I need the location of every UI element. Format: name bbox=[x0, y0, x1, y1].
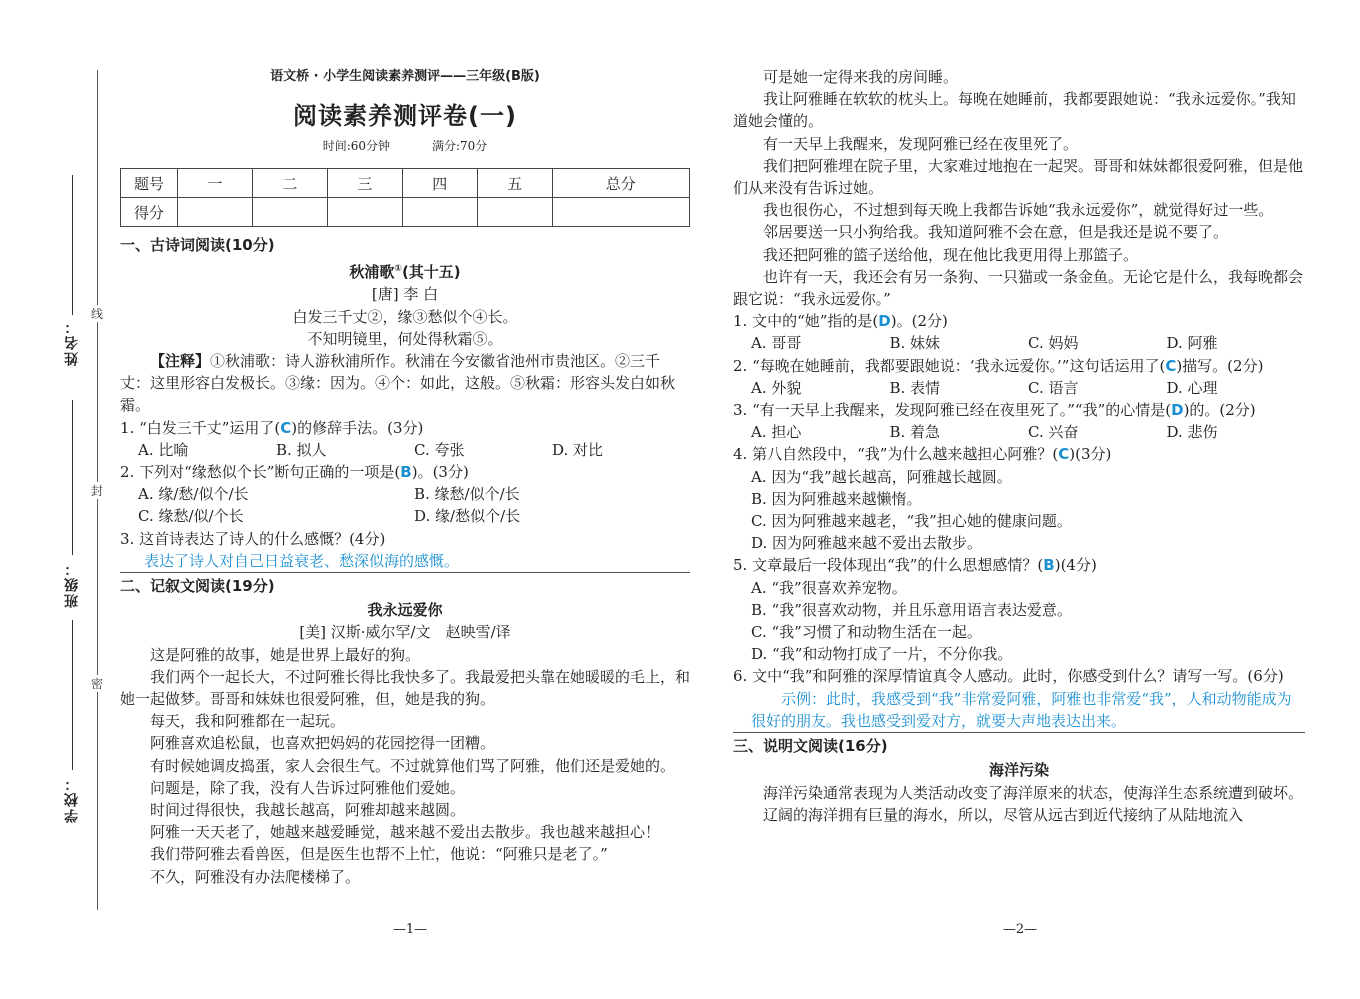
option: C. 因为阿雅越来越老，“我”担心她的健康问题。 bbox=[751, 512, 1072, 531]
s2-q3-options bbox=[733, 421, 1305, 443]
option: D. 阿雅 bbox=[1166, 334, 1218, 353]
s1-question-3: 3. 这首诗表达了诗人的什么感慨？(4分) bbox=[120, 529, 386, 548]
table-cell: 一 bbox=[178, 169, 253, 198]
story-paragraph: 我们两个一起长大，不过阿雅长得比我快多了。我最爱把头靠在她暖暖的毛上，和她一起做梦。哥哥和妹妹也很爱阿雅，但，她是我的狗。 bbox=[120, 667, 691, 709]
option: D. “我”和动物打成了一片，不分你我。 bbox=[751, 645, 1013, 664]
s2-question-1: 1. 文中的“她”指的是(D)。(2分) bbox=[733, 312, 948, 331]
poem-line-2: 不知明镜里，何处得秋霜⑤。 bbox=[307, 329, 503, 348]
story-paragraph: 阿雅喜欢追松鼠，也喜欢把妈妈的花园挖得一团糟。 bbox=[150, 734, 496, 753]
story-paragraph: 我让阿雅睡在软软的枕头上。每晚在她睡前，我都要跟她说：“我永远爱你。”我知道她会懂的。 bbox=[733, 90, 1296, 131]
article-paragraph: 海洋污染通常表现为人类活动改变了海洋原来的状态，使海洋生态系统遭到破坏。 bbox=[763, 783, 1304, 802]
option: C. 夸张 bbox=[414, 440, 465, 459]
name-label: 姓名： bbox=[64, 318, 80, 366]
seam-char-secret: 密 bbox=[91, 677, 104, 691]
page-title: 阅读素养测评卷(一) bbox=[293, 102, 517, 130]
score-cell[interactable] bbox=[552, 198, 689, 227]
story-paragraph: 邻居要送一只小狗给我。我知道阿雅不会在意，但是我还是说不要了。 bbox=[763, 223, 1229, 242]
score-table-score-row bbox=[121, 198, 690, 227]
table-cell: 三 bbox=[327, 169, 402, 198]
time-limit: 时间:60分钟 bbox=[322, 139, 391, 153]
story-paragraph: 我也很伤心，不过想到每天晚上我都告诉她“我永远爱你”，就觉得好过一些。 bbox=[763, 201, 1274, 220]
option: D. 因为阿雅越来越不爱出去散步。 bbox=[751, 534, 983, 553]
s1-q2-options-row1 bbox=[120, 483, 690, 505]
s1-q3-answer: 表达了诗人对自己日益衰老、愁深似海的感慨。 bbox=[120, 550, 690, 573]
table-cell: 五 bbox=[477, 169, 552, 198]
school-blank bbox=[72, 620, 73, 770]
s2-question-6: 6. 文中“我”和阿雅的深厚情谊真令人感动。此时，你感受到什么？请写一写。(6分) bbox=[733, 667, 1284, 686]
poem-author: [唐] 李 白 bbox=[371, 285, 439, 304]
option: C. 语言 bbox=[1028, 378, 1079, 397]
table-cell: 题号 bbox=[121, 169, 178, 198]
seam-char-seal: 封 bbox=[91, 484, 104, 498]
exam-info bbox=[120, 137, 690, 154]
option: A. 缘/愁/似个/长 bbox=[138, 485, 249, 504]
s1-q1-options bbox=[120, 439, 690, 461]
story-paragraph: 我们把阿雅埋在院子里，大家难过地抱在一起哭。哥哥和妹妹都很爱阿雅，但是他们从来没有告诉过她。 bbox=[733, 156, 1304, 198]
s1-question-1: 1. “白发三千丈”运用了(C)的修辞手法。(3分) bbox=[120, 418, 424, 437]
option: B. “我”很喜欢动物，并且乐意用语言表达爱意。 bbox=[751, 600, 1072, 619]
option: A. 哥哥 bbox=[751, 334, 802, 353]
school-label: 学校： bbox=[64, 775, 80, 823]
page-number-left: —1— bbox=[392, 922, 428, 937]
poem-title: 秋浦歌①(其十五) bbox=[349, 263, 461, 282]
option: C. 妈妈 bbox=[1028, 334, 1079, 353]
article-paragraph: 辽阔的海洋拥有巨量的海水，所以，尽管从远古到近代接纳了从陆地流入 bbox=[763, 805, 1244, 824]
option: B. 表情 bbox=[889, 378, 941, 397]
story-author: [美] 汉斯·威尔罕/文 赵映雪/译 bbox=[299, 623, 511, 642]
option: D. 心理 bbox=[1166, 378, 1218, 397]
story-paragraph: 不久，阿雅没有办法爬楼梯了。 bbox=[150, 867, 361, 886]
s2-question-4: 4. 第八自然段中，“我”为什么越来越担心阿雅？(C)(3分) bbox=[733, 445, 1112, 464]
series-title: 语文桥 · 小学生阅读素养测评——三年级(B版) bbox=[270, 69, 540, 84]
score-table-header-row bbox=[121, 169, 690, 198]
story-paragraph: 也许有一天，我还会有另一条狗、一只猫或一条金鱼。无论它是什么，我每晚都会跟它说：“我永远爱你。” bbox=[733, 267, 1304, 309]
option: A. “我”很喜欢养宠物。 bbox=[751, 578, 907, 597]
option: B. 拟人 bbox=[276, 440, 327, 459]
story-paragraph: 我们带阿雅去看兽医，但是医生也帮不上忙，他说：“阿雅只是老了。” bbox=[150, 845, 608, 864]
s2-q2-options bbox=[733, 377, 1305, 399]
s2-question-3: 3. “有一天早上我醒来，发现阿雅已经在夜里死了。”“我”的心情是(D)的。(2分) bbox=[733, 401, 1256, 420]
story-title: 我永远爱你 bbox=[367, 601, 443, 620]
score-cell[interactable] bbox=[252, 198, 327, 227]
option: B. 妹妹 bbox=[889, 334, 941, 353]
seam-char-line: 线 bbox=[91, 307, 104, 321]
class-label: 班级： bbox=[64, 560, 80, 608]
article-title: 海洋污染 bbox=[988, 761, 1049, 780]
s2-q6-answer: 示例：此时，我感受到“我”非常爱阿雅，阿雅也非常爱“我”，人和动物能成为很好的朋友。我也感受到爱对方，就要大声地表达出来。 bbox=[733, 688, 1305, 733]
option: B. 缘愁/似个/长 bbox=[414, 485, 520, 504]
poem-line-1: 白发三千丈②，缘③愁似个④长。 bbox=[292, 307, 518, 326]
story-paragraph: 每天，我和阿雅都在一起玩。 bbox=[150, 712, 346, 731]
story-paragraph: 我还把阿雅的篮子送给他，现在他比我更用得上那篮子。 bbox=[763, 245, 1139, 264]
s2-question-2: 2. “每晚在她睡前，我都要跟她说：‘我永远爱你。’”这句话运用了(C)描写。(2分) bbox=[733, 356, 1264, 375]
section1-heading: 一、古诗词阅读(10分) bbox=[120, 236, 275, 254]
score-cell[interactable] bbox=[477, 198, 552, 227]
score-cell[interactable] bbox=[327, 198, 402, 227]
s2-q1-options bbox=[733, 332, 1305, 354]
s1-question-2: 2. 下列对“缘愁似个长”断句正确的一项是(B)。(3分) bbox=[120, 463, 469, 482]
story-paragraph: 时间过得很快，我越长越高，阿雅却越来越圆。 bbox=[150, 801, 466, 820]
story-paragraph: 阿雅一天天老了，她越来越爱睡觉，越来越不爱出去散步。我也越来越担心！ bbox=[150, 823, 661, 842]
table-cell: 得分 bbox=[121, 198, 178, 227]
option: B. 因为阿雅越来越懒惰。 bbox=[751, 489, 922, 508]
story-paragraph: 有一天早上我醒来，发现阿雅已经在夜里死了。 bbox=[763, 134, 1079, 153]
section2-heading: 二、记叙文阅读(19分) bbox=[120, 577, 275, 596]
table-cell: 二 bbox=[252, 169, 327, 198]
story-paragraph: 可是她一定得来我的房间睡。 bbox=[763, 68, 959, 86]
option: A. 因为“我”越长越高，阿雅越长越圆。 bbox=[751, 467, 1012, 486]
score-cell[interactable] bbox=[402, 198, 477, 227]
story-paragraph: 有时候她调皮捣蛋，家人会很生气。不过就算他们骂了阿雅，他们还是爱她的。 bbox=[150, 756, 676, 775]
option: A. 担心 bbox=[751, 423, 802, 442]
option: A. 比喻 bbox=[138, 440, 189, 459]
story-paragraph: 问题是，除了我，没有人告诉过阿雅他们爱她。 bbox=[150, 778, 466, 797]
full-score: 满分:70分 bbox=[431, 139, 488, 153]
option: C. 缘愁/似/个长 bbox=[138, 507, 244, 526]
name-blank bbox=[72, 175, 73, 315]
s1-q2-options-row2 bbox=[120, 505, 690, 527]
class-blank bbox=[72, 400, 73, 555]
section3-heading: 三、说明文阅读(16分) bbox=[733, 737, 888, 756]
option: C. 兴奋 bbox=[1028, 423, 1079, 442]
left-column bbox=[120, 234, 690, 888]
s2-question-5: 5. 文章最后一段体现出“我”的什么思想感情？(B)(4分) bbox=[733, 556, 1097, 575]
table-cell: 四 bbox=[402, 169, 477, 198]
option: D. 悲伤 bbox=[1166, 423, 1218, 442]
option: C. “我”习惯了和动物生活在一起。 bbox=[751, 623, 982, 642]
option: B. 着急 bbox=[889, 423, 941, 442]
option: D. 缘/愁似个/长 bbox=[414, 507, 521, 526]
poem-notes: 【注释】①秋浦歌：诗人游秋浦所作。秋浦在今安徽省池州市贵池区。②三千丈：这里形容白发极长。③缘：因为。④个：如此，这般。⑤秋霜：形容头发白如秋霜。 bbox=[120, 352, 676, 415]
score-cell[interactable] bbox=[178, 198, 253, 227]
right-column bbox=[733, 66, 1305, 826]
option: A. 外貌 bbox=[751, 378, 802, 397]
score-table bbox=[120, 168, 690, 227]
story-paragraph: 这是阿雅的故事，她是世界上最好的狗。 bbox=[150, 645, 421, 664]
table-cell: 总分 bbox=[552, 169, 689, 198]
page-number-right: —2— bbox=[1002, 922, 1038, 937]
option: D. 对比 bbox=[552, 440, 604, 459]
